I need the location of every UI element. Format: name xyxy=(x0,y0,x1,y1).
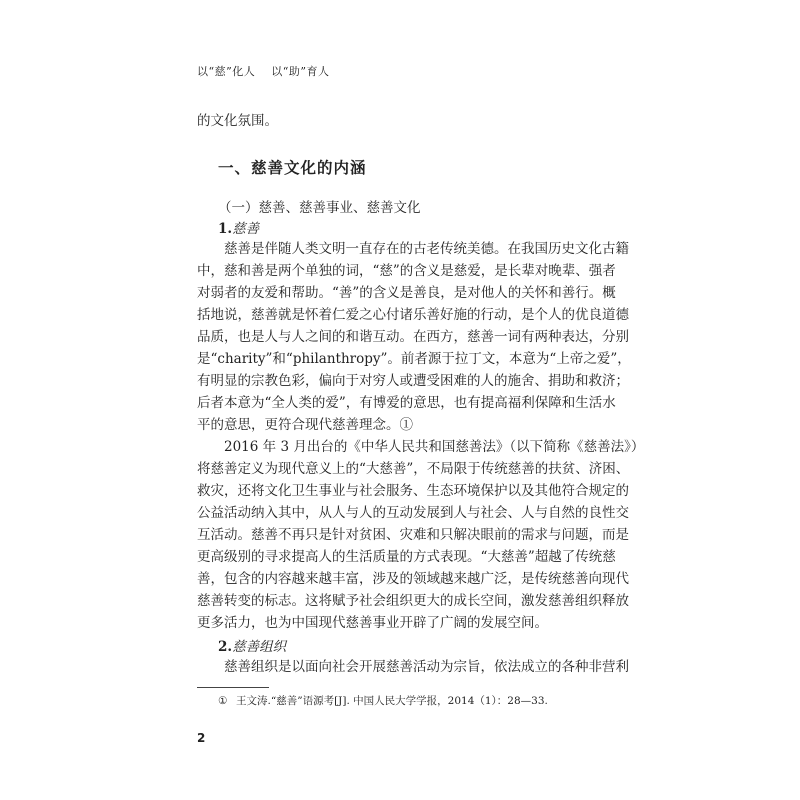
paragraph-line: 有明显的宗教色彩，偏向于对穷人或遭受困难的人的施舍、捐助和救济； xyxy=(197,373,629,389)
item-heading-charity xyxy=(218,217,259,237)
paragraph-line: 平的意思，更符合现代慈善理念。① xyxy=(197,417,413,433)
paragraph-line: 公益活动纳入其中，从人与人的互动发展到人与社会、人与自然的良性交 xyxy=(197,505,629,521)
paragraph-line: 后者本意为“全人类的爱”，有博爱的意思，也有提高福利保障和生活水 xyxy=(197,395,616,411)
running-head-left: 以“慈”化人 xyxy=(197,65,256,78)
paragraph-line: 更多活力，也为中国现代慈善事业开辟了广阔的发展空间。 xyxy=(197,615,548,631)
footnote-mark: ① xyxy=(218,695,228,707)
paragraph-line: 将慈善定义为现代意义上的“大慈善”，不局限于传统慈善的扶贫、济困、 xyxy=(197,461,630,477)
paragraph-line: 善，包含的内容越来越丰富，涉及的领域越来越广泛，是传统慈善向现代 xyxy=(197,571,629,587)
paragraph-line: 慈善组织是以面向社会开展慈善活动为宗旨，依法成立的各种非营利 xyxy=(224,659,629,675)
carryover-line: 的文化氛围。 xyxy=(197,113,278,129)
page-number: 2 xyxy=(197,731,206,745)
footnote-rule xyxy=(197,687,269,688)
item-title: 慈善 xyxy=(232,221,260,237)
subsection-heading: （一）慈善、慈善事业、慈善文化 xyxy=(218,200,421,216)
item-number: 2. xyxy=(218,639,233,655)
footnote xyxy=(218,693,548,708)
footnote-text: 王文涛.“慈善”语源考[J]. 中国人民大学学报，2014（1）：28—33. xyxy=(236,695,548,707)
section-heading: 一、慈善文化的内涵 xyxy=(218,158,367,177)
paragraph-line: 是“charity”和“philanthropy”。前者源于拉丁文，本意为“上帝之爱”， xyxy=(197,351,631,367)
item-heading-charity-organization xyxy=(218,635,286,655)
paragraph-line: 中，慈和善是两个单独的词，“慈”的含义是慈爱，是长辈对晚辈、强者 xyxy=(197,263,616,279)
paragraph-line: 慈善是伴随人类文明一直存在的古老传统美德。在我国历史文化古籍 xyxy=(224,241,629,257)
running-head-right: 以“助”育人 xyxy=(271,65,330,78)
paragraph-line: 对弱者的友爱和帮助。“善”的含义是善良，是对他人的关怀和善行。概 xyxy=(197,285,616,301)
paragraph-line: 品质，也是人与人之间的和谐互动。在西方，慈善一词有两种表达，分别 xyxy=(197,329,629,345)
paragraph-line: 更高级别的寻求提高人的生活质量的方式表现。“大慈善”超越了传统慈 xyxy=(197,549,616,565)
item-number: 1. xyxy=(218,221,233,237)
running-head xyxy=(197,63,330,79)
item-title: 慈善组织 xyxy=(232,639,287,655)
paragraph-line: 救灾，还将文化卫生事业与社会服务、生态环境保护以及其他符合规定的 xyxy=(197,483,629,499)
paragraph-line: 慈善转变的标志。这将赋予社会组织更大的成长空间，激发慈善组织释放 xyxy=(197,593,629,609)
paragraph-line: 2016 年 3 月出台的《中华人民共和国慈善法》（以下简称《慈善法》） xyxy=(224,439,645,455)
paragraph-line: 互活动。慈善不再只是针对贫困、灾难和只解决眼前的需求与问题，而是 xyxy=(197,527,629,543)
paragraph-line: 括地说，慈善就是怀着仁爱之心付诸乐善好施的行动，是个人的优良道德 xyxy=(197,307,629,323)
